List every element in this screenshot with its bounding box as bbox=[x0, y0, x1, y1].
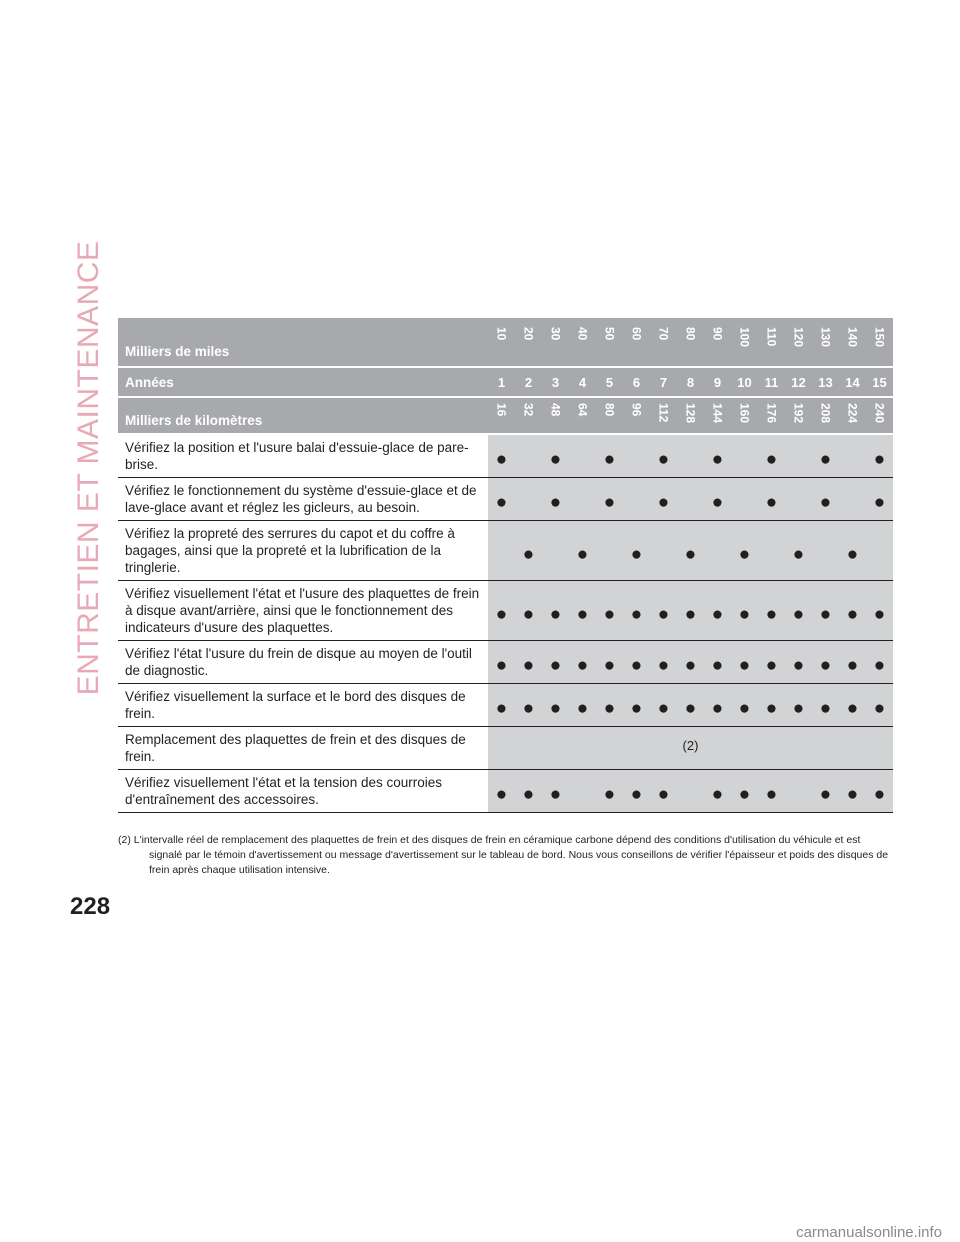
header-miles-text: 120 bbox=[791, 327, 806, 348]
row-label: Vérifiez visuellement la surface et le bord des disques de frein. bbox=[118, 684, 488, 727]
section-title-text: ENTRETIEN ET MAINTENANCE bbox=[72, 240, 105, 696]
header-label-years: Années bbox=[118, 367, 488, 397]
row-label: Vérifiez la propreté des serrures du capot et du coffre à bagages, ainsi que la propreté et la lubrification de la tringlerie. bbox=[118, 521, 488, 581]
table-row bbox=[118, 434, 893, 478]
check-dot: ● bbox=[515, 684, 542, 727]
header-year-6: 6 bbox=[623, 367, 650, 397]
header-miles-text: 50 bbox=[602, 327, 617, 341]
header-miles-100 bbox=[731, 318, 758, 367]
header-km-128 bbox=[677, 397, 704, 434]
check-dot: ● bbox=[812, 770, 839, 813]
table-row bbox=[118, 478, 893, 521]
header-km-text: 176 bbox=[764, 403, 779, 424]
header-year-9: 9 bbox=[704, 367, 731, 397]
check-dot: ● bbox=[596, 641, 623, 684]
check-dot: ● bbox=[758, 434, 785, 478]
header-km-text: 96 bbox=[629, 403, 644, 417]
header-miles-text: 70 bbox=[656, 327, 671, 341]
check-dot: ● bbox=[596, 770, 623, 813]
check-dot: ● bbox=[758, 581, 785, 641]
table-row bbox=[118, 727, 893, 770]
footnote-reference: (2) bbox=[488, 727, 893, 770]
check-dot: ● bbox=[866, 434, 893, 478]
check-dot: ● bbox=[731, 521, 758, 581]
check-dot: ● bbox=[542, 770, 569, 813]
check-dot: ● bbox=[623, 770, 650, 813]
header-km-text: 48 bbox=[548, 403, 563, 417]
check-dot: ● bbox=[839, 684, 866, 727]
check-dot: ● bbox=[596, 581, 623, 641]
check-dot: ● bbox=[542, 641, 569, 684]
header-km-text: 160 bbox=[737, 403, 752, 424]
header-km-text: 112 bbox=[656, 403, 671, 423]
check-dot: ● bbox=[569, 581, 596, 641]
empty-cell bbox=[542, 521, 569, 581]
header-miles-text: 60 bbox=[629, 327, 644, 341]
header-km-text: 224 bbox=[845, 403, 860, 424]
check-dot: ● bbox=[731, 684, 758, 727]
maintenance-schedule-table bbox=[118, 318, 893, 813]
row-label: Vérifiez le fonctionnement du système d'essuie-glace et de lave-glace avant et réglez les gicleurs, au besoin. bbox=[118, 478, 488, 521]
empty-cell bbox=[677, 478, 704, 521]
header-year-11: 11 bbox=[758, 367, 785, 397]
empty-cell bbox=[515, 478, 542, 521]
header-km-48 bbox=[542, 397, 569, 434]
check-dot: ● bbox=[677, 521, 704, 581]
header-miles-30 bbox=[542, 318, 569, 367]
check-dot: ● bbox=[488, 770, 515, 813]
table-row bbox=[118, 581, 893, 641]
header-miles-text: 150 bbox=[872, 327, 887, 348]
check-dot: ● bbox=[866, 770, 893, 813]
header-km-240 bbox=[866, 397, 893, 434]
check-dot: ● bbox=[758, 478, 785, 521]
check-dot: ● bbox=[569, 521, 596, 581]
check-dot: ● bbox=[731, 581, 758, 641]
check-dot: ● bbox=[542, 434, 569, 478]
section-title bbox=[70, 240, 108, 696]
check-dot: ● bbox=[704, 581, 731, 641]
header-km-64 bbox=[569, 397, 596, 434]
check-dot: ● bbox=[758, 641, 785, 684]
header-km-96 bbox=[623, 397, 650, 434]
check-dot: ● bbox=[704, 641, 731, 684]
check-dot: ● bbox=[812, 684, 839, 727]
check-dot: ● bbox=[731, 770, 758, 813]
row-label: Vérifiez l'état l'usure du frein de disque au moyen de l'outil de diagnostic. bbox=[118, 641, 488, 684]
empty-cell bbox=[812, 521, 839, 581]
header-km-text: 16 bbox=[494, 403, 509, 417]
check-dot: ● bbox=[785, 521, 812, 581]
header-km-80 bbox=[596, 397, 623, 434]
watermark: carmanualsonline.info bbox=[796, 1224, 942, 1241]
check-dot: ● bbox=[488, 684, 515, 727]
check-dot: ● bbox=[704, 684, 731, 727]
check-dot: ● bbox=[812, 478, 839, 521]
check-dot: ● bbox=[515, 641, 542, 684]
table-row bbox=[118, 770, 893, 813]
check-dot: ● bbox=[839, 641, 866, 684]
header-miles-text: 80 bbox=[683, 327, 698, 341]
header-km-32 bbox=[515, 397, 542, 434]
check-dot: ● bbox=[515, 521, 542, 581]
header-year-10: 10 bbox=[731, 367, 758, 397]
header-year-5: 5 bbox=[596, 367, 623, 397]
header-year-7: 7 bbox=[650, 367, 677, 397]
header-row-miles bbox=[118, 318, 893, 367]
table-row bbox=[118, 684, 893, 727]
check-dot: ● bbox=[623, 581, 650, 641]
header-miles-40 bbox=[569, 318, 596, 367]
header-miles-text: 40 bbox=[575, 327, 590, 341]
check-dot: ● bbox=[839, 770, 866, 813]
empty-cell bbox=[785, 770, 812, 813]
check-dot: ● bbox=[542, 684, 569, 727]
check-dot: ● bbox=[785, 684, 812, 727]
empty-cell bbox=[704, 521, 731, 581]
empty-cell bbox=[677, 770, 704, 813]
empty-cell bbox=[569, 434, 596, 478]
check-dot: ● bbox=[731, 641, 758, 684]
empty-cell bbox=[569, 770, 596, 813]
header-year-3: 3 bbox=[542, 367, 569, 397]
header-year-15: 15 bbox=[866, 367, 893, 397]
header-miles-text: 140 bbox=[845, 327, 860, 348]
footnote: (2) L'intervalle réel de remplacement des plaquettes de frein et des disques de frein en céramique carbone dépend des conditions d'utilisation du véhicule et est signalé par le témoin d'avertissement ou message d'avertissement sur le tableau de bord. Nous vous conseillons de vérifier l'épaisseur et poids des disques de frein après chaque utilisation intensive. bbox=[118, 834, 889, 876]
header-km-text: 80 bbox=[602, 403, 617, 417]
header-km-text: 128 bbox=[683, 403, 698, 424]
check-dot: ● bbox=[785, 641, 812, 684]
row-label: Vérifiez visuellement l'état et l'usure des plaquettes de frein à disque avant/arrière, ainsi que le fonctionnement des indicateurs d'usure des plaquettes. bbox=[118, 581, 488, 641]
check-dot: ● bbox=[596, 478, 623, 521]
check-dot: ● bbox=[758, 684, 785, 727]
check-dot: ● bbox=[650, 434, 677, 478]
check-dot: ● bbox=[839, 521, 866, 581]
check-dot: ● bbox=[812, 581, 839, 641]
check-dot: ● bbox=[488, 641, 515, 684]
table-row bbox=[118, 521, 893, 581]
check-dot: ● bbox=[596, 684, 623, 727]
check-dot: ● bbox=[758, 770, 785, 813]
empty-cell bbox=[623, 434, 650, 478]
header-miles-text: 110 bbox=[764, 327, 779, 347]
check-dot: ● bbox=[515, 581, 542, 641]
table-row bbox=[118, 641, 893, 684]
empty-cell bbox=[731, 434, 758, 478]
header-miles-110 bbox=[758, 318, 785, 367]
header-miles-text: 100 bbox=[737, 327, 752, 348]
header-km-16 bbox=[488, 397, 515, 434]
empty-cell bbox=[515, 434, 542, 478]
header-miles-text: 30 bbox=[548, 327, 563, 341]
empty-cell bbox=[650, 521, 677, 581]
empty-cell bbox=[839, 478, 866, 521]
header-km-text: 192 bbox=[791, 403, 806, 424]
empty-cell bbox=[623, 478, 650, 521]
check-dot: ● bbox=[650, 581, 677, 641]
check-dot: ● bbox=[488, 581, 515, 641]
check-dot: ● bbox=[488, 478, 515, 521]
header-miles-10 bbox=[488, 318, 515, 367]
empty-cell bbox=[731, 478, 758, 521]
header-km-176 bbox=[758, 397, 785, 434]
header-label-miles: Milliers de miles bbox=[118, 318, 488, 367]
check-dot: ● bbox=[569, 641, 596, 684]
header-year-2: 2 bbox=[515, 367, 542, 397]
header-year-4: 4 bbox=[569, 367, 596, 397]
header-label-km: Milliers de kilomètres bbox=[118, 397, 488, 434]
check-dot: ● bbox=[704, 478, 731, 521]
header-miles-130 bbox=[812, 318, 839, 367]
check-dot: ● bbox=[650, 641, 677, 684]
check-dot: ● bbox=[677, 581, 704, 641]
empty-cell bbox=[785, 478, 812, 521]
header-year-12: 12 bbox=[785, 367, 812, 397]
page-number: 228 bbox=[70, 893, 111, 920]
empty-cell bbox=[758, 521, 785, 581]
header-miles-50 bbox=[596, 318, 623, 367]
header-miles-text: 90 bbox=[710, 327, 725, 341]
empty-cell bbox=[866, 521, 893, 581]
empty-cell bbox=[785, 434, 812, 478]
check-dot: ● bbox=[650, 770, 677, 813]
check-dot: ● bbox=[623, 641, 650, 684]
header-km-text: 64 bbox=[575, 403, 590, 417]
header-km-208 bbox=[812, 397, 839, 434]
header-row-years bbox=[118, 367, 893, 397]
header-km-text: 144 bbox=[710, 403, 725, 424]
check-dot: ● bbox=[623, 684, 650, 727]
header-km-text: 208 bbox=[818, 403, 833, 424]
check-dot: ● bbox=[839, 581, 866, 641]
header-km-text: 240 bbox=[872, 403, 887, 424]
header-km-text: 32 bbox=[521, 403, 536, 417]
check-dot: ● bbox=[596, 434, 623, 478]
header-year-14: 14 bbox=[839, 367, 866, 397]
header-year-1: 1 bbox=[488, 367, 515, 397]
empty-cell bbox=[839, 434, 866, 478]
header-miles-text: 10 bbox=[494, 327, 509, 341]
check-dot: ● bbox=[569, 684, 596, 727]
header-year-13: 13 bbox=[812, 367, 839, 397]
check-dot: ● bbox=[866, 478, 893, 521]
header-year-8: 8 bbox=[677, 367, 704, 397]
header-km-112 bbox=[650, 397, 677, 434]
header-km-224 bbox=[839, 397, 866, 434]
check-dot: ● bbox=[677, 684, 704, 727]
header-miles-150 bbox=[866, 318, 893, 367]
header-km-160 bbox=[731, 397, 758, 434]
check-dot: ● bbox=[812, 434, 839, 478]
check-dot: ● bbox=[623, 521, 650, 581]
check-dot: ● bbox=[866, 684, 893, 727]
check-dot: ● bbox=[650, 684, 677, 727]
row-label: Vérifiez la position et l'usure balai d'essuie-glace de pare-brise. bbox=[118, 434, 488, 478]
check-dot: ● bbox=[542, 478, 569, 521]
header-miles-20 bbox=[515, 318, 542, 367]
check-dot: ● bbox=[866, 581, 893, 641]
header-miles-text: 20 bbox=[521, 327, 536, 341]
check-dot: ● bbox=[515, 770, 542, 813]
empty-cell bbox=[488, 521, 515, 581]
check-dot: ● bbox=[785, 581, 812, 641]
header-row-km bbox=[118, 397, 893, 434]
check-dot: ● bbox=[650, 478, 677, 521]
check-dot: ● bbox=[812, 641, 839, 684]
empty-cell bbox=[596, 521, 623, 581]
empty-cell bbox=[677, 434, 704, 478]
header-miles-text: 130 bbox=[818, 327, 833, 348]
header-km-192 bbox=[785, 397, 812, 434]
header-miles-60 bbox=[623, 318, 650, 367]
check-dot: ● bbox=[866, 641, 893, 684]
check-dot: ● bbox=[542, 581, 569, 641]
header-miles-80 bbox=[677, 318, 704, 367]
row-label: Vérifiez visuellement l'état et la tension des courroies d'entraînement des accessoires. bbox=[118, 770, 488, 813]
check-dot: ● bbox=[704, 434, 731, 478]
header-miles-140 bbox=[839, 318, 866, 367]
check-dot: ● bbox=[677, 641, 704, 684]
check-dot: ● bbox=[704, 770, 731, 813]
header-km-144 bbox=[704, 397, 731, 434]
header-miles-120 bbox=[785, 318, 812, 367]
header-miles-90 bbox=[704, 318, 731, 367]
check-dot: ● bbox=[488, 434, 515, 478]
empty-cell bbox=[569, 478, 596, 521]
row-label: Remplacement des plaquettes de frein et des disques de frein. bbox=[118, 727, 488, 770]
header-miles-70 bbox=[650, 318, 677, 367]
